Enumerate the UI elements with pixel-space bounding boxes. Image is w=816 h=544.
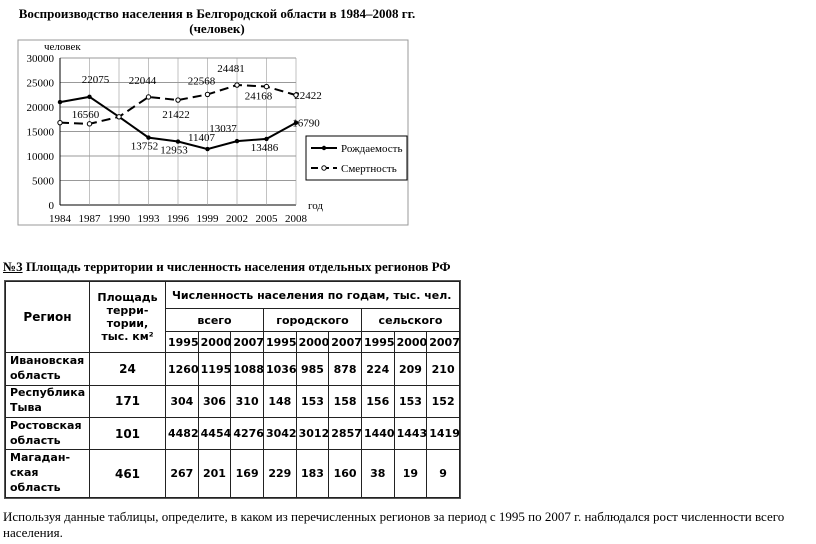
x-tick-label: 2002 [226,213,248,225]
region-area: 101 [90,417,166,449]
population-cell: 310 [231,385,264,417]
data-label: 13037 [209,123,237,136]
deaths-point [205,92,209,96]
population-cell: 1419 [427,417,460,449]
population-cell: 4454 [198,417,231,449]
x-axis-label: год [308,200,324,212]
data-label: 22568 [187,75,216,88]
population-cell: 152 [427,385,460,417]
data-label: 11407 [187,132,216,145]
y-axis-label: человек [44,41,81,53]
chart-title-line2: (человек) [189,21,245,36]
births-point [235,139,239,143]
area-header: Площадь терри- тории, тыс. км² [90,282,166,353]
y-tick-label: 5000 [32,175,54,188]
population-cell: 183 [296,450,329,498]
population-cell: 1440 [361,417,394,449]
x-tick-label: 1984 [49,213,71,225]
population-cell: 878 [329,353,362,385]
year-header: 2000 [198,332,231,353]
births-point [58,100,62,104]
population-cell: 38 [361,450,394,498]
legend-death-label: Смертность [341,163,397,175]
population-cell: 9 [427,450,460,498]
population-cell: 148 [263,385,296,417]
data-label: 21422 [162,109,190,122]
population-cell: 153 [296,385,329,417]
legend [306,136,407,180]
x-tick-label: 1993 [137,213,160,225]
population-cell: 1260 [166,353,199,385]
population-cell: 156 [361,385,394,417]
population-cell: 4276 [231,417,264,449]
data-label: 24168 [244,90,273,103]
task-heading [3,259,451,275]
legend-birth-label: Рождаемость [341,143,403,155]
population-cell: 4482 [166,417,199,449]
population-cell: 2857 [329,417,362,449]
deaths-point [176,98,180,102]
population-cell: 229 [263,450,296,498]
x-tick-label: 1999 [196,213,219,225]
year-header: 1995 [166,332,199,353]
table-row [6,450,460,498]
group-total: всего [166,309,264,332]
regions-table [5,281,460,498]
deaths-point [264,84,268,88]
population-header: Численность населения по годам, тыс. чел. [166,282,460,309]
region-area: 461 [90,450,166,498]
task-number: №3 [3,259,23,274]
population-cell: 306 [198,385,231,417]
population-cell: 19 [394,450,427,498]
x-tick-label: 2005 [255,213,278,225]
population-cell: 153 [394,385,427,417]
region-name: Республика Тыва [6,385,90,417]
population-cell: 985 [296,353,329,385]
group-rural: сельского [361,309,459,332]
year-header: 2007 [427,332,460,353]
population-cell: 3042 [263,417,296,449]
births-point [264,137,268,141]
table-row [6,417,460,449]
y-tick-label: 15000 [26,126,54,139]
deaths-point [87,122,91,126]
population-cell: 158 [329,385,362,417]
population-cell: 209 [394,353,427,385]
population-cell: 160 [329,450,362,498]
year-header: 2007 [231,332,264,353]
region-header: Регион [6,282,90,353]
data-label: 22044 [128,74,157,87]
data-label: 16560 [71,108,100,121]
births-point [87,95,91,99]
population-cell: 304 [166,385,199,417]
population-cell: 3012 [296,417,329,449]
data-label: 22075 [81,73,110,86]
births-point [176,139,180,143]
data-label: 12953 [160,144,188,157]
y-tick-label: 30000 [26,53,54,65]
population-cell: 1195 [198,353,231,385]
year-header: 2000 [394,332,427,353]
regions-table-image [4,280,461,499]
legend-death-marker [322,166,326,170]
population-cell: 1088 [231,353,264,385]
year-header: 2000 [296,332,329,353]
x-tick-label: 1987 [78,213,101,225]
population-cell: 210 [427,353,460,385]
population-cell: 224 [361,353,394,385]
births-point [205,147,209,151]
data-label: 16790 [292,117,320,130]
data-label: 13752 [130,140,159,153]
data-label: 24481 [217,63,245,76]
table-row [6,353,460,385]
population-cell: 201 [198,450,231,498]
region-area: 171 [90,385,166,417]
population-cell: 169 [231,450,264,498]
region-name: Ивановская область [6,353,90,385]
year-header: 1995 [263,332,296,353]
deaths-point [58,120,62,124]
births-point [146,135,150,139]
y-tick-label: 10000 [26,151,54,163]
population-cell: 1443 [394,417,427,449]
question-text: Используя данные таблицы, определите, в каком из перечисленных регионов за период с 1995 по 2007 г. наблюдался рост численности всего населения. [3,509,785,540]
task-title: Площадь территории и численность населения отдельных регионов РФ [22,259,451,274]
population-cell: 267 [166,450,199,498]
x-tick-label: 2008 [285,213,307,225]
data-label: 22422 [294,90,322,103]
x-tick-label: 1996 [167,213,189,225]
deaths-point [146,95,150,99]
demography-chart [0,0,430,235]
region-area: 24 [90,353,166,385]
region-name: Магадан- ская область [6,450,90,498]
deaths-point [117,115,121,119]
y-tick-label: 0 [48,200,54,212]
region-name: Ростовская область [6,417,90,449]
deaths-point [235,83,239,87]
chart-title-line1: Воспроизводство населения в Белгородской области в 1984–2008 гг. [18,6,416,21]
group-urban: городского [263,309,361,332]
year-header: 2007 [329,332,362,353]
x-tick-label: 1990 [108,213,130,225]
year-header: 1995 [361,332,394,353]
data-label: 13486 [250,141,279,154]
legend-birth-marker [322,146,326,150]
y-tick-label: 25000 [26,77,54,90]
y-tick-label: 20000 [26,102,54,114]
table-row [6,385,460,417]
population-cell: 1036 [263,353,296,385]
